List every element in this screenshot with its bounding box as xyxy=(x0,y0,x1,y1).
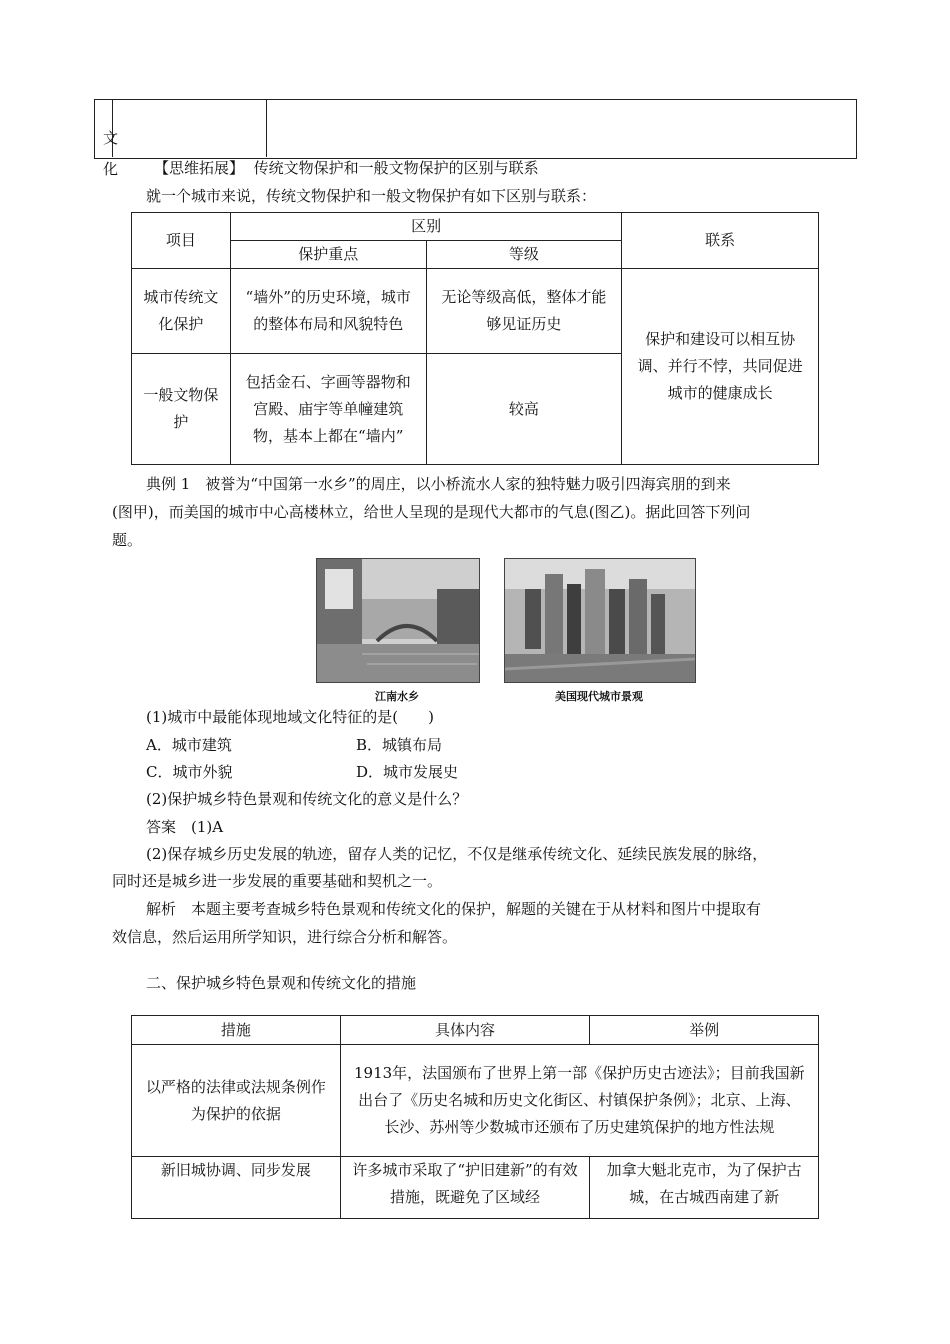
measures-table xyxy=(131,1015,819,1219)
expand-section xyxy=(154,158,539,178)
question-2: (2)保护城乡特色景观和传统文化的意义是什么？ xyxy=(146,790,468,808)
example-line2: (图甲)，而美国的城市中心高楼林立，给世人呈现的是现代大都市的气息(图乙)。据此回答下列问 xyxy=(112,503,751,521)
option-d: D．城市发展史 xyxy=(356,763,459,781)
row2-level: 较高 xyxy=(426,354,622,465)
row2-focus: 包括金石、字画等器物和宫殿、庙宇等单幢建筑物，基本上都在“墙内” xyxy=(230,354,426,465)
section2-title: 二、保护城乡特色景观和传统文化的措施 xyxy=(146,974,417,992)
answer-1: 答案 (1)A xyxy=(146,818,224,836)
header-content: 具体内容 xyxy=(340,1016,590,1045)
row1-focus: “墙外”的历史环境，城市的整体布局和风貌特色 xyxy=(230,269,426,354)
top-table-cell-text: 文 xyxy=(103,129,119,147)
header-level: 等级 xyxy=(426,241,622,269)
overflow-char: 化 xyxy=(103,160,119,178)
analysis-line2: 效信息，然后运用所学知识，进行综合分析和解答。 xyxy=(112,928,458,946)
row1-item: 城市传统文化保护 xyxy=(132,269,231,354)
header-example: 举例 xyxy=(590,1016,819,1045)
analysis-line1: 解析 本题主要考查城乡特色景观和传统文化的保护，解题的关键在于从材料和图片中提取有 xyxy=(146,900,762,918)
header-focus: 保护重点 xyxy=(230,241,426,269)
expand-heading: 【思维拓展】 xyxy=(154,159,245,177)
left-image-caption: 江南水乡 xyxy=(375,690,419,703)
comparison-table xyxy=(131,212,819,465)
row2-item: 一般文物保护 xyxy=(132,354,231,465)
us-city-image xyxy=(504,558,696,683)
row2-measure: 新旧城协调、同步发展 xyxy=(132,1157,341,1219)
water-town-image xyxy=(316,558,480,683)
example-line1: 典例 1 被誉为“中国第一水乡”的周庄，以小桥流水人家的独特魅力吸引四海宾朋的到来 xyxy=(146,475,731,493)
header-item: 项目 xyxy=(132,213,231,269)
expand-title: 传统文物保护和一般文物保护的区别与联系 xyxy=(253,159,539,177)
option-a: A．城市建筑 xyxy=(146,736,232,754)
answer-2-line1: (2)保存城乡历史发展的轨迹，留存人类的记忆，不仅是继承传统文化、延续民族发展的脉络， xyxy=(146,845,768,863)
row1-content: 1913年，法国颁布了世界上第一部《保护历史古迹法》；目前我国新出台了《历史名城和历史文化街区、村镇保护条例》；北京、上海、长沙、苏州等少数城市还颁布了历史建筑保护的地方性法规 xyxy=(340,1045,818,1157)
header-diff: 区别 xyxy=(230,213,621,241)
option-b: B．城镇布局 xyxy=(356,736,443,754)
question-1: (1)城市中最能体现地域文化特征的是( ) xyxy=(146,708,434,726)
right-image-caption: 美国现代城市景观 xyxy=(555,690,643,703)
row1-level: 无论等级高低，整体才能够见证历史 xyxy=(426,269,622,354)
row2-content: 许多城市采取了“护旧建新”的有效措施，既避免了区域经 xyxy=(340,1157,590,1219)
row1-measure: 以严格的法律或法规条例作为保护的依据 xyxy=(132,1045,341,1157)
top-table-col-divider xyxy=(266,99,267,157)
header-link: 联系 xyxy=(622,213,819,269)
top-table xyxy=(94,99,857,159)
header-measure: 措施 xyxy=(132,1016,341,1045)
answer-2-line2: 同时还是城乡进一步发展的重要基础和契机之一。 xyxy=(112,872,443,890)
intro-text: 就一个城市来说，传统文物保护和一般文物保护有如下区别与联系： xyxy=(146,187,597,205)
example-line3: 题。 xyxy=(112,531,143,549)
link-cell: 保护和建设可以相互协调、并行不悖，共同促进城市的健康成长 xyxy=(622,269,819,465)
row2-example: 加拿大魁北克市，为了保护古城，在古城西南建了新 xyxy=(590,1157,819,1219)
option-c: C．城市外貌 xyxy=(146,763,233,781)
